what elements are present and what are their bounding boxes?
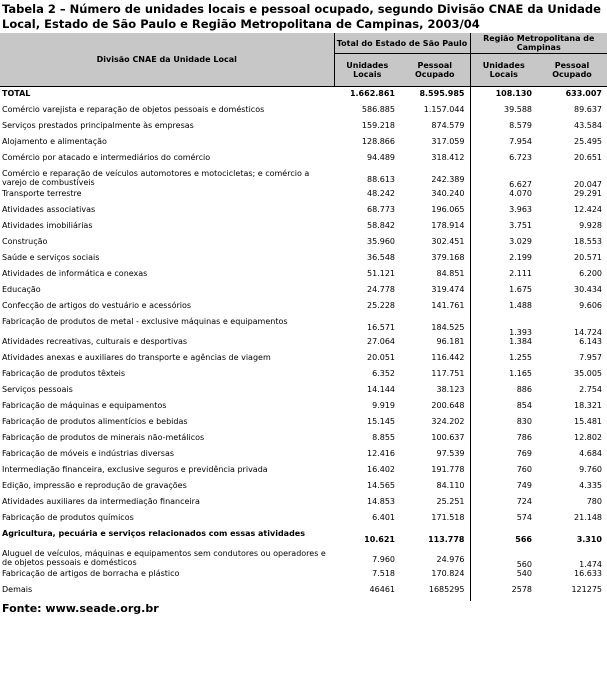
state-units-cell: 159.218 [361,121,395,130]
region-staff-cell: 14.724 [574,328,602,337]
region-staff-cell: 1.474 [579,560,602,569]
row-label: Intermediação financeira, exclusive seguros e previdência privada [2,465,268,474]
region-units-cell: 886 [516,385,532,394]
state-staff-cell: 113.778 [400,529,470,549]
state-staff-cell: 874.579 [400,121,470,137]
region-units-cell: 39.588 [504,105,532,114]
row-label: Atividades auxiliares da intermediação financeira [2,497,200,506]
row-label: Saúde e serviços sociais [2,253,100,262]
row-label: Fabricação de produtos de metal - exclusive máquinas e equipamentos [2,317,288,326]
region-header: Região Metropolitana de Campinas [470,33,607,54]
state-staff-cell: 117.751 [400,369,470,385]
row-label: Alojamento e alimentação [2,137,107,146]
state-units-cell: 586.885 [361,105,395,114]
state-units-cell: 6.352 [372,369,395,378]
row-label: Educação [2,285,41,294]
region-staff-cell: 30.434 [574,285,602,294]
row-label: Atividades associativas [2,205,96,214]
row-label: Fabricação de artigos de borracha e plástico [2,569,180,578]
table-row [0,301,607,317]
state-units-cell: 35.960 [367,237,395,246]
region-staff-cell: 6.143 [579,337,602,346]
region-units-cell: 6.627 [509,180,532,189]
region-units-cell: 749 [516,481,532,490]
region-units-cell: 108.130 [495,89,532,98]
state-staff-cell: 242.389 [400,169,470,189]
state-units-cell: 14.565 [367,481,395,490]
region-staff-cell: 121275 [571,585,602,594]
state-units-cell: 16.571 [367,322,395,332]
state-staff-cell: 184.525 [400,317,470,337]
row-label: Aluguel de veículos, máquinas e equipamentos sem condutores ou operadores e de objetos pessoais e domésticos [2,549,326,567]
state-staff-cell: 84.110 [400,481,470,497]
table-row [0,337,607,353]
table-row [0,285,607,301]
table-row [0,513,607,529]
state-staff-header: Pessoal Ocupado [400,54,470,87]
state-staff-cell: 302.451 [400,237,470,253]
row-label: Comércio varejista e reparação de objetos pessoais e domésticos [2,105,265,114]
state-units-cell: 8.855 [372,433,395,442]
region-units-cell: 540 [516,569,532,578]
region-units-cell: 760 [516,465,532,474]
state-units-cell: 58.842 [367,221,395,230]
row-label: Atividades recreativas, culturais e desportivas [2,337,188,346]
state-staff-cell: 171.518 [400,513,470,529]
table-row [0,417,607,433]
region-staff-cell: 2.754 [579,385,602,394]
region-staff-cell: 43.584 [574,121,602,130]
region-units-cell: 1.165 [509,369,532,378]
state-units-cell: 10.621 [364,534,395,544]
region-staff-cell: 7.957 [579,353,602,362]
region-units-cell: 1.384 [509,337,532,346]
table-row [0,465,607,481]
table-row [0,269,607,285]
region-units-cell: 560 [516,560,532,569]
region-staff-cell: 20.571 [574,253,602,262]
region-staff-cell: 25.495 [574,137,602,146]
region-units-cell: 769 [516,449,532,458]
region-staff-cell: 29.291 [574,189,602,198]
state-staff-cell: 38.123 [400,385,470,401]
region-staff-cell: 6.200 [579,269,602,278]
region-staff-cell: 18.553 [574,237,602,246]
region-staff-cell: 4.335 [579,481,602,490]
region-staff-cell: 12.424 [574,205,602,214]
region-units-header: Unidades Locais [470,54,537,87]
state-staff-cell: 317.059 [400,137,470,153]
row-label: Confecção de artigos do vestuário e acessórios [2,301,192,310]
region-staff-cell: 35.005 [574,369,602,378]
row-label: Fabricação de produtos alimentícios e bebidas [2,417,188,426]
row-label: Atividades imobiliárias [2,221,93,230]
row-label: Edição, impressão e reprodução de gravações [2,481,187,490]
table-row [0,237,607,253]
table-row [0,205,607,221]
row-label: Fabricação de produtos químicos [2,513,134,522]
row-label: Fabricação de produtos têxteis [2,369,126,378]
region-staff-cell: 21.148 [574,513,602,522]
state-header: Total do Estado de São Paulo [334,33,470,54]
data-table [0,33,607,601]
state-units-cell: 6.401 [372,513,395,522]
state-staff-cell: 84.851 [400,269,470,285]
state-units-cell: 7.960 [372,554,395,564]
state-staff-cell: 8.595.985 [400,87,470,106]
state-staff-cell: 318.412 [400,153,470,169]
table-row [0,317,607,337]
state-units-cell: 14.144 [367,385,395,394]
table-body [0,87,607,602]
region-staff-header: Pessoal Ocupado [537,54,607,87]
table-row [0,529,607,549]
state-units-cell: 24.778 [367,285,395,294]
table-row [0,87,607,106]
state-units-cell: 14.853 [367,497,395,506]
row-label: Serviços pessoais [2,385,73,394]
table-row [0,353,607,369]
state-units-cell: 68.773 [367,205,395,214]
region-staff-cell: 9.928 [579,221,602,230]
region-staff-cell: 18.321 [574,401,602,410]
region-staff-cell: 20.651 [574,153,602,162]
row-label: Demais [2,585,33,594]
region-units-cell: 2.199 [509,253,532,262]
region-units-cell: 574 [516,513,532,522]
table-row [0,481,607,497]
state-staff-cell: 196.065 [400,205,470,221]
state-units-cell: 25.228 [367,301,395,310]
state-units-cell: 46461 [369,585,395,594]
region-staff-cell: 633.007 [565,89,602,98]
region-staff-cell: 16.633 [574,569,602,578]
state-staff-cell: 200.648 [400,401,470,417]
region-units-cell: 8.579 [509,121,532,130]
state-units-cell: 20.051 [367,353,395,362]
state-staff-cell: 141.761 [400,301,470,317]
region-units-cell: 3.963 [509,205,532,214]
state-units-cell: 16.402 [367,465,395,474]
region-staff-cell: 4.684 [579,449,602,458]
region-units-cell: 2578 [511,585,532,594]
region-units-cell: 830 [516,417,532,426]
table-row [0,549,607,569]
region-staff-cell: 15.481 [574,417,602,426]
region-units-cell: 2.111 [509,269,532,278]
region-staff-cell: 780 [586,497,602,506]
table-row [0,585,607,601]
region-units-cell: 7.954 [509,137,532,146]
region-units-cell: 786 [516,433,532,442]
region-units-cell: 1.675 [509,285,532,294]
state-units-cell: 12.416 [367,449,395,458]
region-units-cell: 1.255 [509,353,532,362]
region-units-cell: 3.751 [509,221,532,230]
table-row [0,369,607,385]
state-staff-cell: 97.539 [400,449,470,465]
division-header: Divisão CNAE da Unidade Local [0,33,334,87]
row-label: TOTAL [2,89,31,98]
state-staff-cell: 324.202 [400,417,470,433]
state-staff-cell: 1685295 [400,585,470,601]
region-staff-cell: 9.760 [579,465,602,474]
source-footer: Fonte: www.seade.org.br [2,602,159,615]
state-units-cell: 88.613 [367,174,395,184]
state-units-cell: 51.121 [367,269,395,278]
row-label: Serviços prestados principalmente às empresas [2,121,194,130]
region-staff-cell: 12.802 [574,433,602,442]
table-title: Tabela 2 – Número de unidades locais e pessoal ocupado, segundo Divisão CNAE da Unidade Local, Estado de São Paulo e Região Metropolitana de Campinas, 2003/04 [2,2,601,31]
state-units-cell: 48.242 [367,189,395,198]
row-label: Fabricação de máquinas e equipamentos [2,401,167,410]
row-label: Fabricação de produtos de minerais não-metálicos [2,433,205,442]
state-units-header: Unidades Locais [334,54,400,87]
state-staff-cell: 96.181 [400,337,470,353]
table-row [0,137,607,153]
state-staff-cell: 340.240 [400,189,470,205]
table-row [0,569,607,585]
state-units-cell: 94.489 [367,153,395,162]
table-row [0,433,607,449]
region-staff-cell: 9.606 [579,301,602,310]
region-units-cell: 566 [515,534,532,544]
row-label: Construção [2,237,48,246]
state-units-cell: 27.064 [367,337,395,346]
state-staff-cell: 116.442 [400,353,470,369]
state-staff-cell: 379.168 [400,253,470,269]
region-staff-cell: 20.047 [574,180,602,189]
table-row [0,385,607,401]
region-units-cell: 3.029 [509,237,532,246]
table-row [0,449,607,465]
state-staff-cell: 1.157.044 [400,105,470,121]
state-units-cell: 9.919 [372,401,395,410]
table-row [0,153,607,169]
state-staff-cell: 191.778 [400,465,470,481]
table-row [0,401,607,417]
state-units-cell: 128.866 [361,137,395,146]
row-label: Agricultura, pecuária e serviços relacionados com essas atividades [2,529,305,538]
state-units-cell: 36.548 [367,253,395,262]
region-units-cell: 1.488 [509,301,532,310]
table-row [0,497,607,513]
state-staff-cell: 100.637 [400,433,470,449]
table-row [0,105,607,121]
table-row [0,121,607,137]
table-row [0,189,607,205]
row-label: Transporte terrestre [2,189,82,198]
region-units-cell: 4.070 [509,189,532,198]
state-units-cell: 15.145 [367,417,395,426]
state-staff-cell: 24.976 [400,549,470,569]
state-units-cell: 7.518 [372,569,395,578]
region-units-cell: 854 [516,401,532,410]
table-row [0,221,607,237]
region-units-cell: 6.723 [509,153,532,162]
state-staff-cell: 319.474 [400,285,470,301]
row-label: Fabricação de móveis e indústrias diversas [2,449,175,458]
table-row [0,253,607,269]
state-units-cell: 1.662.861 [349,89,395,98]
row-label: Atividades anexas e auxiliares do transporte e agências de viagem [2,353,271,362]
row-label: Comércio por atacado e intermediários do comércio [2,153,211,162]
row-label: Comércio e reparação de veículos automotores e motocicletas; e comércio a varejo de combustíveis [2,169,310,187]
table-row [0,169,607,189]
row-label: Atividades de informática e conexas [2,269,148,278]
region-units-cell: 1.393 [509,328,532,337]
region-staff-cell: 3.310 [576,534,602,544]
region-units-cell: 724 [516,497,532,506]
state-staff-cell: 170.824 [400,569,470,585]
region-staff-cell: 89.637 [574,105,602,114]
state-staff-cell: 178.914 [400,221,470,237]
state-staff-cell: 25.251 [400,497,470,513]
